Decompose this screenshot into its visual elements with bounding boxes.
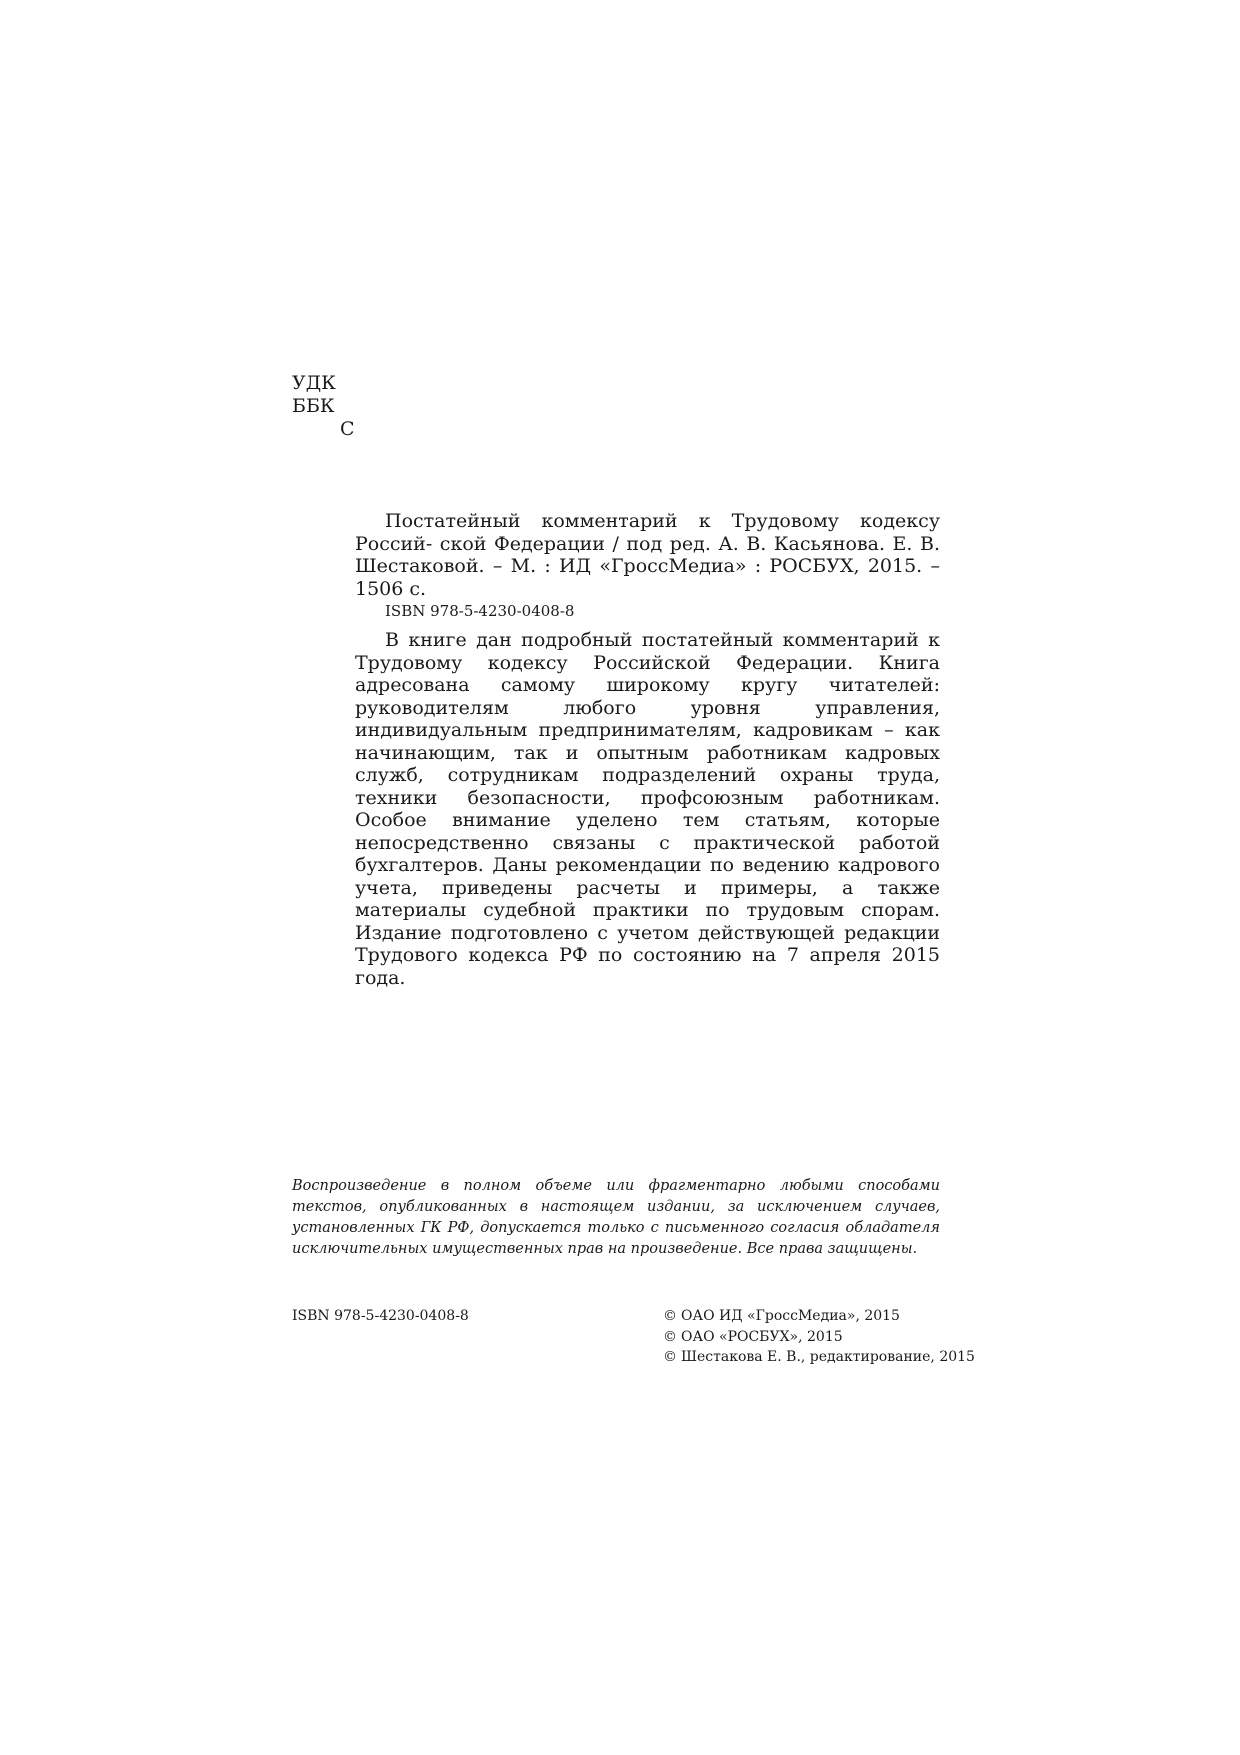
classification-codes xyxy=(292,372,355,441)
copyright-symbol: © xyxy=(663,1308,677,1324)
abstract-section xyxy=(355,629,940,989)
bibliographic-line: Постатейный комментарий к Трудовому кодексу Россий- ской Федерации / под ред. А. В. Касьянова. Е. В. Шестаковой. – М. : ИД «ГроссМедиа» : РОСБУХ, 2015. – 1506 с. xyxy=(355,510,940,600)
copyright-symbol: © xyxy=(663,1349,677,1365)
copyright-symbol: © xyxy=(663,1328,677,1345)
author-sign: С xyxy=(340,418,355,440)
udk-label: УДК xyxy=(292,372,336,394)
footer-isbn: ISBN 978-5-4230-0408-8 xyxy=(292,1308,469,1324)
record-isbn: ISBN 978-5-4230-0408-8 xyxy=(385,602,575,620)
bibliographic-record xyxy=(355,510,940,623)
copyright-line: © ОАО «РОСБУХ», 2015 xyxy=(663,1327,975,1348)
abstract-text: В книге дан подробный постатейный комментарий к Трудовому кодексу Российской Федерации. Книга адресована самому широкому кругу читателей: руководителям любого уровня управления, индивидуальным предпринимателям, кадровикам – как начинающим, так и опытным работникам кадровых служб, сотрудникам подразделений охраны труда, техники безопасности, профсоюзным работникам. Особое внимание уделено тем статьям, которые непосредственно связаны с практической работой бухгалтеров. Даны рекомендации по ведению кадрового учета, приведены расчеты и примеры, а также материалы судебной практики по трудовым спорам. Издание подготовлено с учетом действующей редакции Трудового кодекса РФ по состоянию на 7 апреля 2015 года. xyxy=(355,629,940,989)
rights-notice: Воспроизведение в полном объеме или фрагментарно любыми способами текстов, опубликованных в настоящем издании, за исключением случаев, установленных ГК РФ, допускается только с письменного согласия обладателя исключительных имущественных прав на произведение. Все права защищены. xyxy=(292,1178,940,1257)
copyright-list xyxy=(663,1306,975,1368)
copyright-line: © Шестакова Е. В., редактирование, 2015 xyxy=(663,1347,975,1368)
copyright-line: © ОАО ИД «ГроссМедиа», 2015 xyxy=(663,1306,975,1327)
bbk-label: ББК xyxy=(292,395,335,417)
